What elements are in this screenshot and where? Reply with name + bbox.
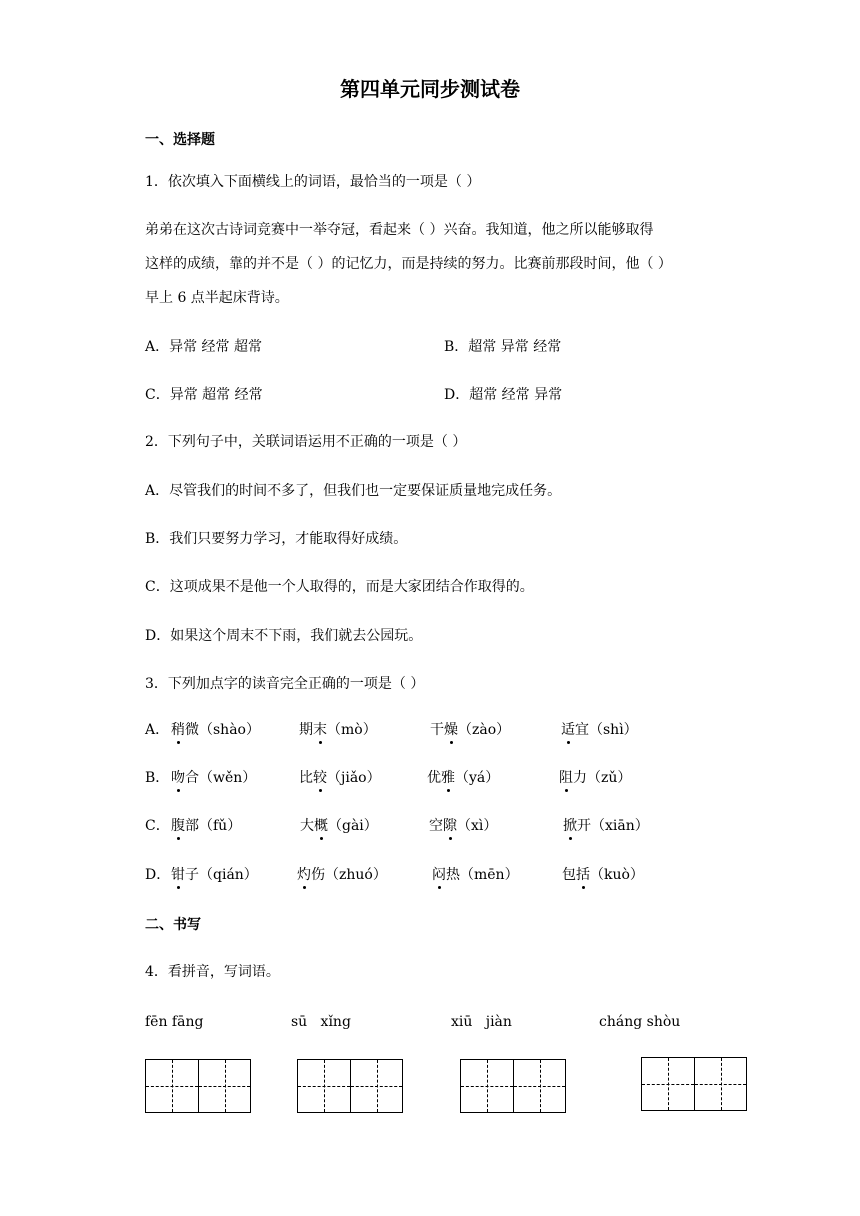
question-1-passage-line: 这样的成绩，靠的并不是（ ）的记忆力，而是持续的努力。比赛前那段时间，他（ ） — [145, 256, 672, 272]
question-2-option-a[interactable]: A．尽管我们的时间不多了，但我们也一定要保证质量地完成任务。 — [145, 483, 562, 499]
dotted-char: 稍 — [171, 722, 185, 738]
reading-item: 大概（gài） — [300, 818, 378, 834]
pinyin-label: xiū jiàn — [451, 1014, 512, 1030]
reading-item: 包括（kuò） — [562, 867, 644, 883]
question-1-option-b[interactable]: B．超常 异常 经常 — [444, 339, 562, 355]
question-4-stem: 4．看拼音，写词语。 — [145, 964, 280, 980]
writing-grid[interactable] — [460, 1059, 566, 1113]
reading-item: 适宜（shì） — [561, 722, 638, 738]
grid-cell[interactable] — [198, 1060, 250, 1112]
question-3-stem: 3．下列加点字的读音完全正确的一项是（ ） — [145, 676, 425, 692]
reading-item: 吻合（wěn） — [171, 770, 257, 786]
dotted-char: 燥 — [444, 722, 458, 738]
reading-item: 稍微（shào） — [171, 722, 260, 738]
dotted-char: 腹 — [171, 818, 185, 834]
grid-cell[interactable] — [513, 1060, 565, 1112]
pinyin-label: cháng shòu — [599, 1014, 681, 1030]
pinyin-label: sū xǐng — [291, 1014, 351, 1030]
reading-item: 干燥（zào） — [430, 722, 511, 738]
reading-item: 掀开（xiān） — [563, 818, 649, 834]
reading-item: 闷热（mēn） — [432, 867, 519, 883]
question-3-option-b-label[interactable]: B． — [145, 770, 170, 786]
dotted-char: 闷 — [432, 867, 446, 883]
question-1-passage-line: 弟弟在这次古诗词竞赛中一举夺冠，看起来（ ）兴奋。我知道，他之所以能够取得 — [145, 222, 654, 238]
grid-cell[interactable] — [350, 1060, 402, 1112]
grid-cell[interactable] — [642, 1058, 694, 1110]
reading-item: 优雅（yá） — [427, 770, 500, 786]
reading-item: 期末（mò） — [299, 722, 377, 738]
question-1-passage-line: 早上 6 点半起床背诗。 — [145, 290, 289, 306]
question-2-stem: 2．下列句子中，关联词语运用不正确的一项是（ ） — [145, 434, 467, 450]
reading-item: 腹部（fǔ） — [171, 818, 242, 834]
pinyin-label: fēn fāng — [145, 1014, 204, 1030]
grid-cell[interactable] — [694, 1058, 746, 1110]
grid-cell[interactable] — [298, 1060, 350, 1112]
dotted-char: 阻 — [559, 770, 573, 786]
dotted-char: 掀 — [563, 818, 577, 834]
reading-item: 比较（jiǎo） — [299, 770, 381, 786]
dotted-char: 雅 — [441, 770, 455, 786]
writing-grid[interactable] — [297, 1059, 403, 1113]
section-heading-writing: 二、书写 — [145, 917, 201, 933]
dotted-char: 括 — [576, 867, 590, 883]
question-3-option-d-label[interactable]: D． — [145, 867, 171, 883]
writing-grid[interactable] — [641, 1057, 747, 1111]
reading-item: 钳子（qián） — [171, 867, 258, 883]
question-1-option-c[interactable]: C．异常 超常 经常 — [145, 387, 263, 403]
question-1-option-d[interactable]: D．超常 经常 异常 — [444, 387, 563, 403]
question-2-option-c[interactable]: C．这项成果不是他一个人取得的，而是大家团结合作取得的。 — [145, 579, 534, 595]
dotted-char: 适 — [561, 722, 575, 738]
grid-cell[interactable] — [146, 1060, 198, 1112]
dotted-char: 灼 — [297, 867, 311, 883]
dotted-char: 隙 — [443, 818, 457, 834]
grid-cell[interactable] — [461, 1060, 513, 1112]
writing-grid[interactable] — [145, 1059, 251, 1113]
question-3-option-a-label[interactable]: A． — [145, 722, 170, 738]
dotted-char: 末 — [313, 722, 327, 738]
dotted-char: 概 — [314, 818, 328, 834]
question-3-option-c-label[interactable]: C． — [145, 818, 170, 834]
dotted-char: 吻 — [171, 770, 185, 786]
page-title: 第四单元同步测试卷 — [340, 77, 520, 101]
reading-item: 空隙（xì） — [429, 818, 498, 834]
reading-item: 灼伤（zhuó） — [297, 867, 387, 883]
question-1-option-a[interactable]: A．异常 经常 超常 — [145, 339, 263, 355]
question-2-option-d[interactable]: D．如果这个周末不下雨，我们就去公园玩。 — [145, 628, 423, 644]
dotted-char: 较 — [313, 770, 327, 786]
dotted-char: 钳 — [171, 867, 185, 883]
reading-item: 阻力（zǔ） — [559, 770, 632, 786]
question-2-option-b[interactable]: B．我们只要努力学习，才能取得好成绩。 — [145, 531, 408, 547]
question-1-stem: 1．依次填入下面横线上的词语，最恰当的一项是（ ） — [145, 174, 481, 190]
section-heading-choice: 一、选择题 — [145, 132, 215, 148]
